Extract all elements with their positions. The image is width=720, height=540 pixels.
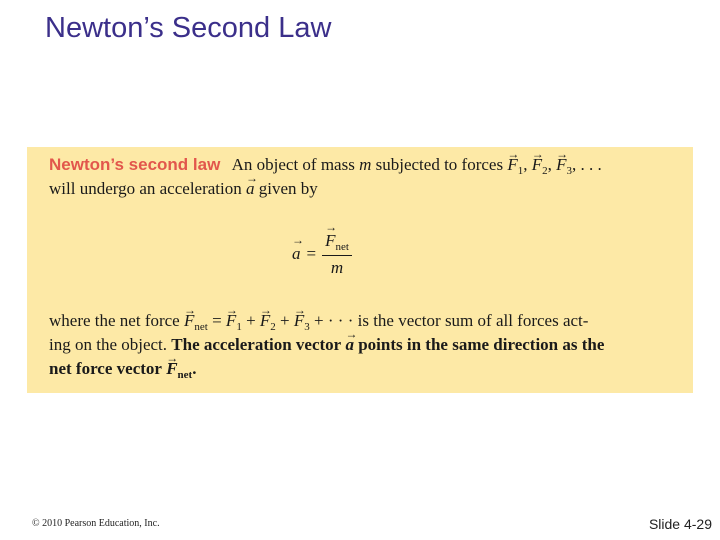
sum-sub-3: 3 <box>304 321 310 333</box>
force-vector-1: → F <box>507 153 517 177</box>
formula-numerator <box>322 231 352 256</box>
ellipsis: , . . . <box>572 155 602 174</box>
bold-net-sub: net <box>177 369 193 381</box>
force-sub-3: 3 <box>566 165 572 177</box>
formula-net-sub: net <box>335 240 349 253</box>
line2-end: given by <box>258 179 318 198</box>
line4-start: ing on the object. <box>49 335 168 354</box>
sum-force-1: → F <box>226 309 236 333</box>
force-vector-2: → F <box>532 153 542 177</box>
law-heading: Newton’s second law <box>49 155 221 174</box>
formula-acceleration: → a <box>292 244 301 264</box>
comma: , <box>523 155 528 174</box>
law-line-4 <box>49 333 604 357</box>
acceleration-formula <box>292 229 352 279</box>
period: . <box>192 359 197 378</box>
formula-fraction <box>322 231 352 278</box>
sum-sub-2: 2 <box>270 321 276 333</box>
line3-end: is the vector sum of all forces act- <box>357 311 589 330</box>
line2-text: will undergo an acceleration <box>49 179 242 198</box>
law-line-5 <box>49 357 196 387</box>
force-sub-1: 1 <box>517 165 524 177</box>
force-sub-2: 2 <box>542 165 548 177</box>
mass-symbol: m <box>359 155 372 174</box>
formula-denominator: m <box>330 257 344 277</box>
law-line-2 <box>49 177 318 201</box>
formula-net-force: → F <box>325 231 335 251</box>
plus-sign: + <box>314 311 324 330</box>
bold-acceleration-vector: → a <box>345 333 354 357</box>
equals-sign: = <box>212 311 222 330</box>
line3-start: where the net force <box>49 311 180 330</box>
slide-title: Newton’s Second Law <box>45 12 332 44</box>
sum-force-3: → F <box>294 309 304 333</box>
line5-bold: net force vector <box>49 359 162 378</box>
line4-bold-1: The acceleration vector <box>171 335 342 354</box>
sum-sub-1: 1 <box>236 321 242 333</box>
plus-sign: + <box>246 311 256 330</box>
intro-text-2: subjected to forces <box>375 155 504 174</box>
formula-equals: = <box>306 244 317 263</box>
newtons-second-law-box <box>27 147 693 393</box>
acceleration-vector: → a <box>246 177 255 201</box>
net-sub: net <box>194 321 208 333</box>
force-vector-3: → F <box>556 153 566 177</box>
net-force-vector: → F <box>184 309 194 333</box>
intro-text-1: An object of mass <box>231 155 355 174</box>
bold-net-force-vector: → F <box>166 357 177 381</box>
comma: , <box>547 155 552 174</box>
line4-bold-2: points in the same direction as the <box>358 335 605 354</box>
copyright: © 2010 Pearson Education, Inc. <box>32 518 160 529</box>
cdots: · · · <box>327 311 354 330</box>
slide-number: Slide 4-29 <box>648 516 712 532</box>
plus-sign: + <box>280 311 290 330</box>
sum-force-2: → F <box>260 309 270 333</box>
